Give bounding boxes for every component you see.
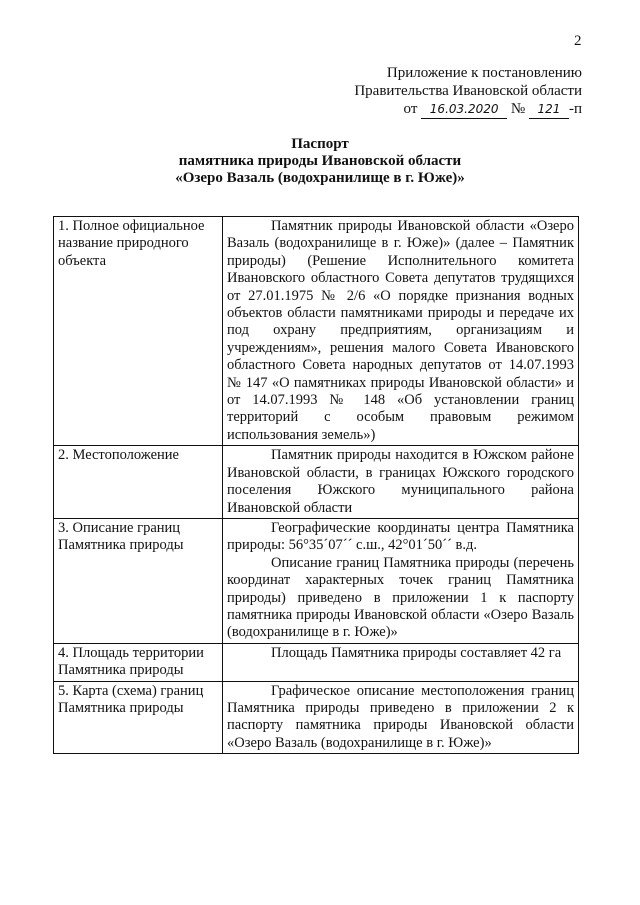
approval-line-3 (330, 100, 582, 119)
title-line-1: Паспорт (291, 136, 349, 152)
table-row (54, 217, 579, 446)
table-row (54, 681, 579, 754)
title-line-2: памятника природы Ивановской области (178, 153, 462, 169)
value-paragraph: Памятник природы находится в Южском районе Ивановской области, в границах Южского городского поселения Южского муниципального района Ивановской области (227, 447, 574, 516)
value-paragraph: Описание границ Памятника природы (перечень координат характерных точек границ Памятника природы) приведено в приложении 1 к паспорту памятника природы Ивановской области «Озеро Вазаль (водохранилище в г. Юже)» (227, 554, 574, 641)
value-paragraph: Памятник природы Ивановской области «Озеро Вазаль (водохранилище в г. Юже)» (далее – Памятник природы) (Решение Исполнительного комитета Ивановского областного Совета депутатов трудящихся от 27.01.1975 № 2/6 «О порядке признания водных объектов области памятниками природы и передаче их под охрану предприятиям, организациям и учреждениям», решения малого Совета Ивановского областного Совета народных депутатов от 14.07.1993 № 147 «О памятниках природы Ивановской области» и от 14.07.1993 № 148 «Об установлении границ территорий с особым правовым режимом использования земель») (227, 218, 574, 443)
table-row (54, 643, 579, 681)
table-row (54, 446, 579, 519)
row-value (223, 217, 579, 446)
row-label: 5. Карта (схема) границ Памятника природы (54, 681, 223, 754)
title-line-3: «Озеро Вазаль (водохранилище в г. Юже)» (175, 170, 465, 186)
row-label: 4. Площадь территории Памятника природы (54, 643, 223, 681)
row-value (223, 681, 579, 754)
value-paragraph: Площадь Памятника природы составляет 42 га (271, 644, 562, 661)
approval-line-2: Правительства Ивановской области (354, 83, 582, 99)
row-value (223, 518, 579, 643)
row-label: 1. Полное официальное название природного объекта (54, 217, 223, 446)
handwritten-number: 121 (529, 100, 569, 119)
row-label: 3. Описание границ Памятника природы (54, 518, 223, 643)
approval-line-1: Приложение к постановлению (386, 65, 582, 81)
passport-table (53, 216, 579, 754)
row-value (223, 446, 579, 519)
approval-block (330, 64, 582, 119)
value-paragraph: Графическое описание местоположения границ Памятника природы приведено в приложении 2 к паспорту памятника природы Ивановской области «Озеро Вазаль (водохранилище в г. Юже)» (227, 682, 574, 751)
table-row (54, 518, 579, 643)
document-title (60, 136, 580, 187)
row-value (223, 643, 579, 681)
from-label: от (403, 101, 418, 117)
row-label: 2. Местоположение (54, 446, 223, 519)
number-suffix: -п (568, 101, 582, 117)
value-paragraph: Географические координаты центра Памятника природы: 56°35´07´´ с.ш., 42°01´50´´ в.д. (227, 519, 574, 554)
number-label: № (510, 101, 526, 117)
page-number: 2 (574, 33, 582, 49)
handwritten-date: 16.03.2020 (421, 100, 507, 119)
